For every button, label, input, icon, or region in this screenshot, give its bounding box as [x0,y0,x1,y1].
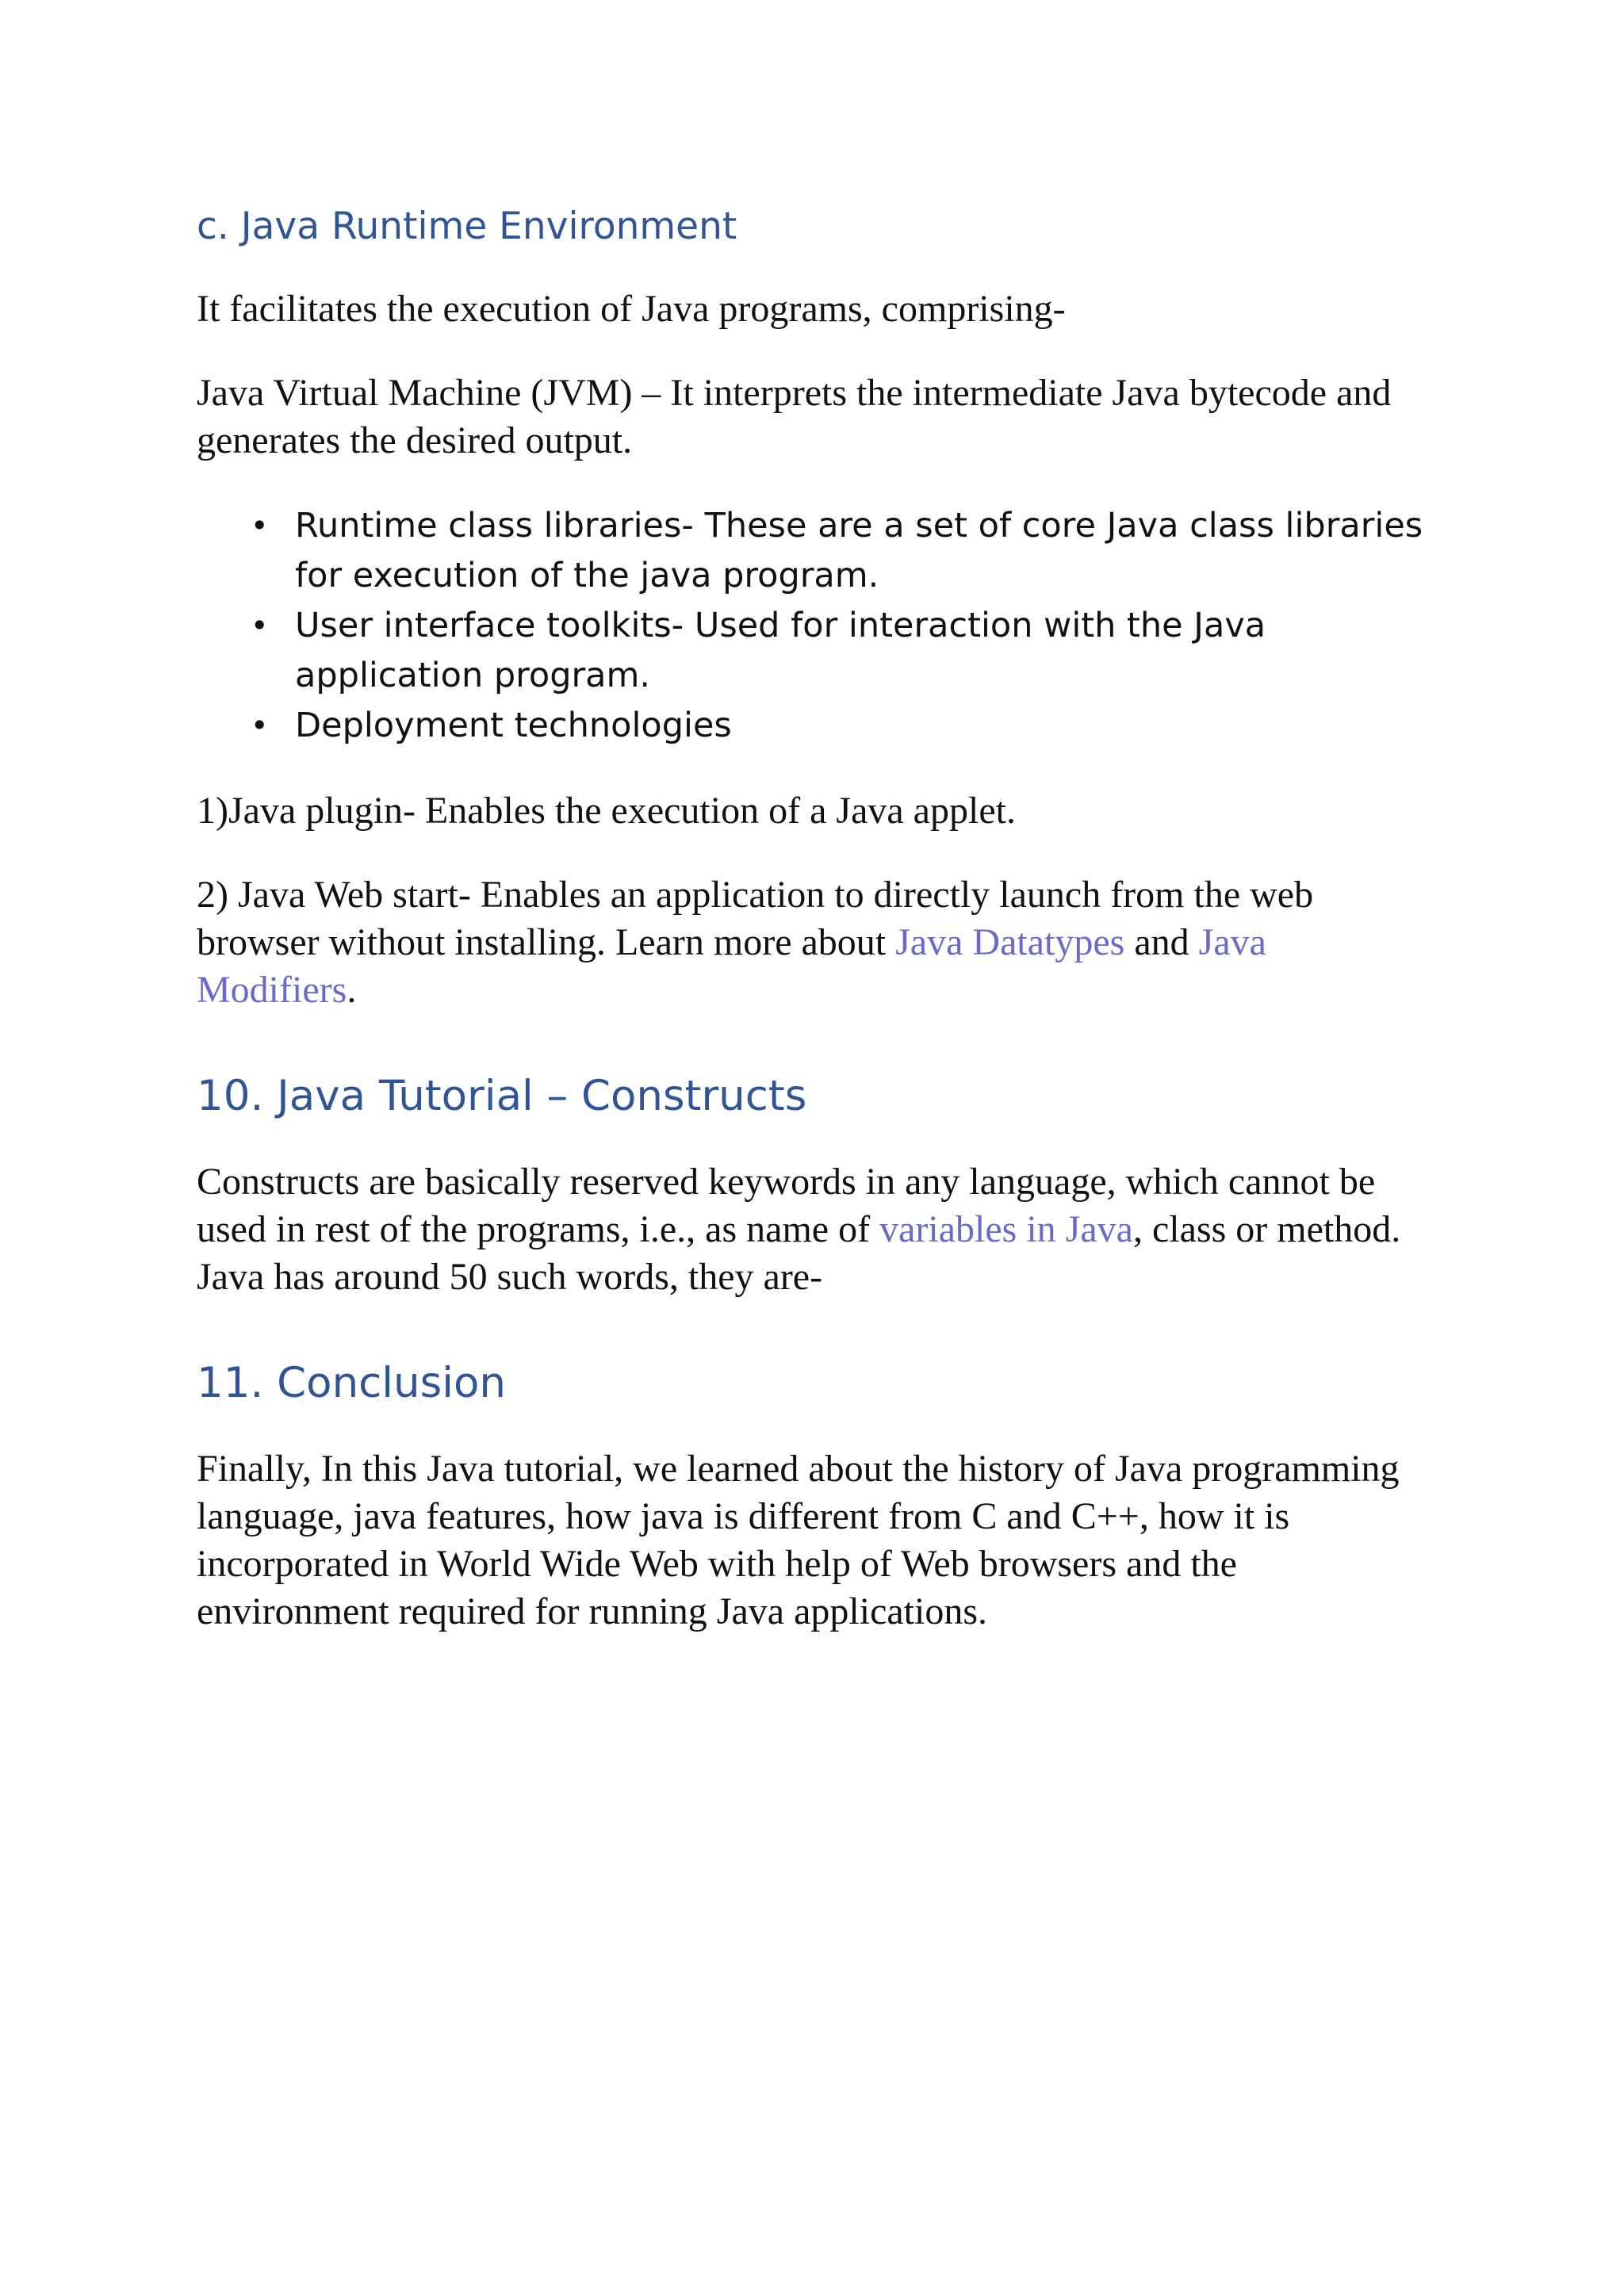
jvm-paragraph: Java Virtual Machine (JVM) – It interprets the intermediate Java bytecode and generates the desired output. [197,372,1392,462]
constructs-end-text: , class or method. Java has around 50 such words, they are- [197,1207,1401,1298]
web-start-end-text: . [347,969,357,1012]
variables-in-java-link[interactable]: variables in Java [879,1207,1133,1250]
jre-intro-paragraph: It facilitates the execution of Java programs, comprising- [197,288,1066,331]
constructs-paragraph [197,1158,1434,1301]
heading-java-runtime-environment: c. Java Runtime Environment [197,205,737,248]
java-datatypes-link[interactable]: Java Datatypes [895,921,1125,964]
java-web-start-paragraph [197,871,1434,1014]
constructs-text: Constructs are basically reserved keywords in any language, which cannot be used in rest of the programs, i.e., as name of [197,1160,1376,1250]
heading-constructs: 10. Java Tutorial – Constructs [197,1072,807,1121]
heading-conclusion: 11. Conclusion [197,1358,506,1407]
java-plugin-paragraph: 1)Java plugin- Enables the execution of a Java applet. [197,790,1016,832]
bullet-dot-icon: • [251,608,269,644]
jre-components-list [197,501,1434,751]
web-start-connector-text: and [1124,921,1199,964]
conclusion-paragraph: Finally, In this Java tutorial, we learned about the history of Java programming language, java features, how java is different from C and C++, how it is incorporated in World Wide Web with help of Web browsers and the environment required for running Java applications. [197,1447,1400,1632]
java-modifiers-link[interactable]: Java Modifiers [197,921,1266,1012]
list-item-text: User interface toolkits- Used for interaction with the Java application program. [295,606,1266,696]
document-content [197,205,1434,1672]
web-start-text: 2) Java Web start- Enables an application to directly launch from the web browser without installing. Learn more about [197,874,1314,964]
list-item [251,701,1434,751]
list-item-text: Deployment technologies [295,706,732,746]
bullet-dot-icon: • [251,708,269,744]
list-item [251,601,1434,701]
list-item [251,501,1434,601]
list-item-text: Runtime class libraries- These are a set of core Java class libraries for execution of the java program. [295,506,1423,596]
bullet-dot-icon: • [251,508,269,544]
